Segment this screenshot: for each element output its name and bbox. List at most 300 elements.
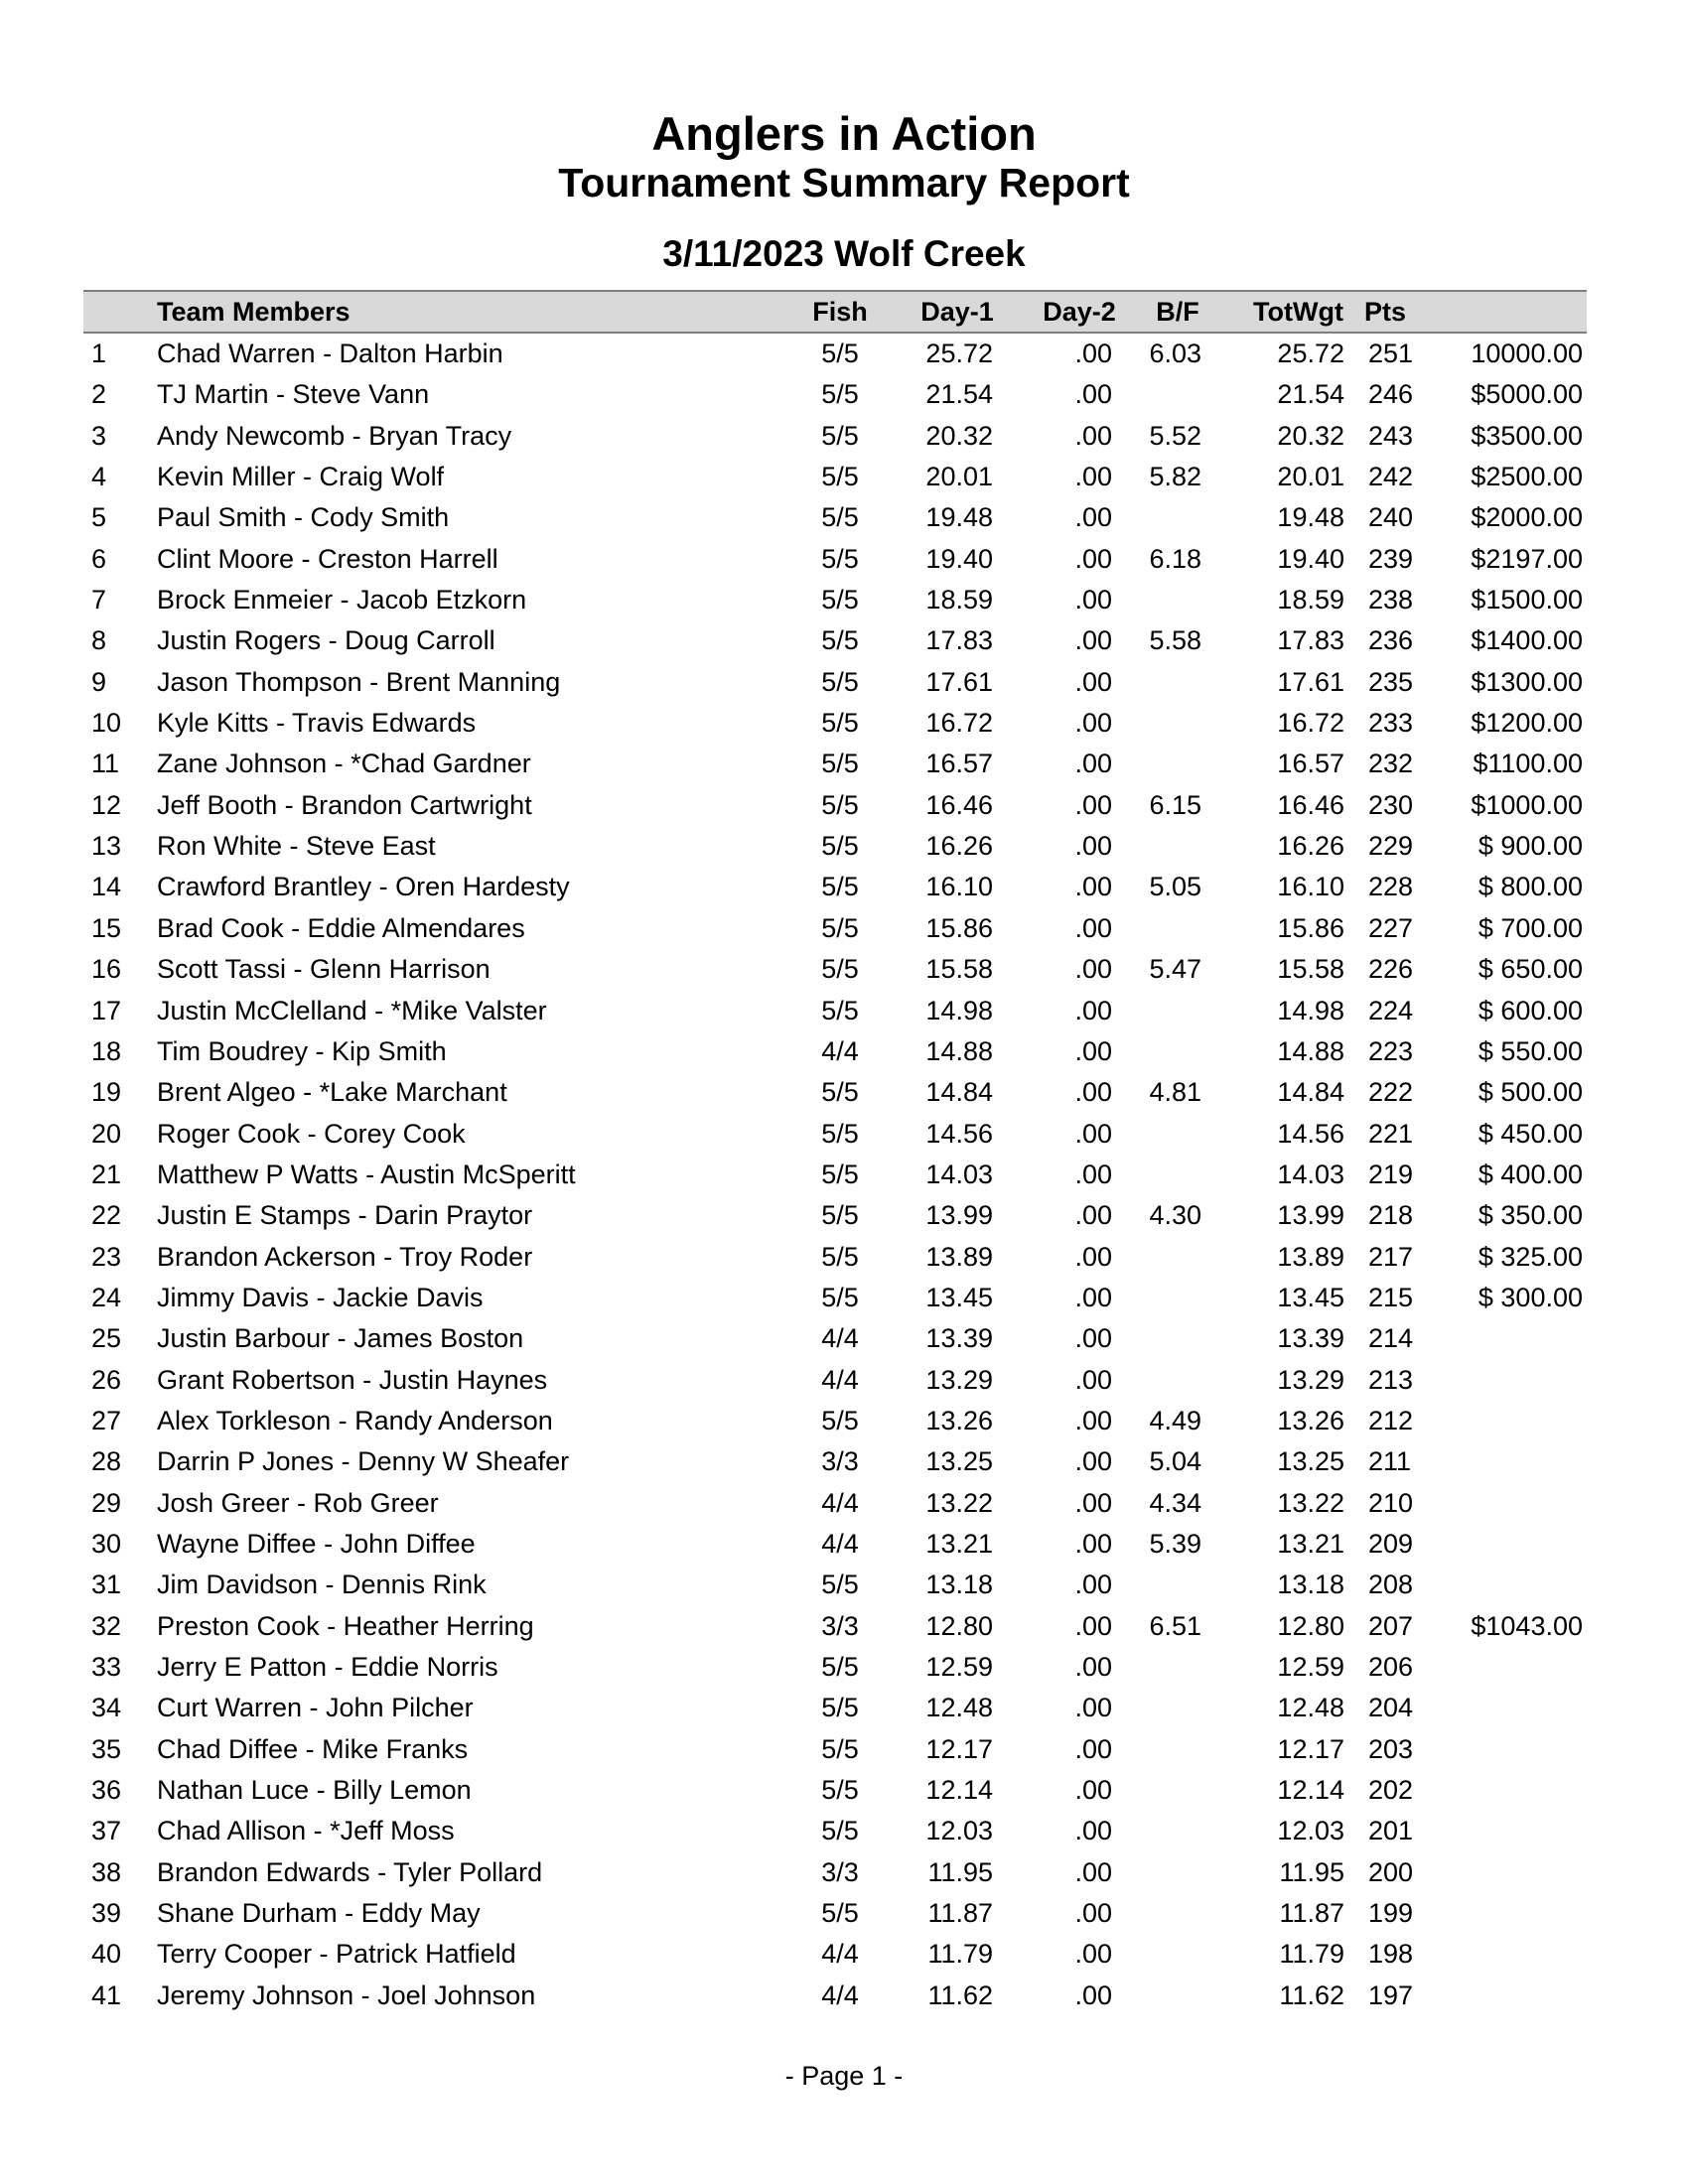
rank-cell: 1 <box>91 339 107 368</box>
payout-cell: $1000.00 <box>1471 789 1583 820</box>
payout-cell: $1043.00 <box>1471 1610 1583 1641</box>
rank-cell: 37 <box>91 1816 122 1846</box>
points-cell: 223 <box>1368 1035 1414 1066</box>
table-row <box>0 1441 1688 1482</box>
big-fish-cell: 5.47 <box>1149 954 1201 985</box>
fish-cell: 5/5 <box>821 502 859 533</box>
day2-weight-cell: .00 <box>1074 708 1112 739</box>
day1-weight-cell: 12.80 <box>925 1610 993 1641</box>
payout-cell: $1400.00 <box>1471 625 1583 656</box>
fish-cell: 4/4 <box>821 1323 859 1354</box>
column-header-day1: Day-1 <box>920 297 994 327</box>
team-members-cell: Jeff Booth - Brandon Cartwright <box>157 789 532 820</box>
total-weight-cell: 13.99 <box>1277 1200 1344 1231</box>
rank-cell: 27 <box>91 1405 122 1435</box>
fish-cell: 5/5 <box>821 339 859 368</box>
total-weight-cell: 15.58 <box>1277 954 1344 985</box>
fish-cell: 5/5 <box>821 789 859 820</box>
fish-cell: 5/5 <box>821 1241 859 1272</box>
team-members-cell: Chad Allison - *Jeff Moss <box>157 1816 455 1846</box>
table-header <box>83 290 1587 334</box>
points-cell: 199 <box>1368 1898 1414 1929</box>
day1-weight-cell: 13.25 <box>925 1446 993 1477</box>
day2-weight-cell: .00 <box>1074 1898 1112 1929</box>
payout-cell: $1200.00 <box>1471 708 1583 739</box>
points-cell: 221 <box>1368 1118 1414 1149</box>
points-cell: 217 <box>1368 1241 1414 1272</box>
day2-weight-cell: .00 <box>1074 462 1112 492</box>
points-cell: 198 <box>1368 1939 1414 1970</box>
total-weight-cell: 20.32 <box>1277 420 1344 451</box>
rank-cell: 7 <box>91 585 107 615</box>
rank-cell: 36 <box>91 1775 122 1806</box>
day1-weight-cell: 16.46 <box>925 789 993 820</box>
table-row <box>0 1278 1688 1318</box>
team-members-cell: Zane Johnson - *Chad Gardner <box>157 749 531 779</box>
day2-weight-cell: .00 <box>1074 995 1112 1025</box>
rank-cell: 24 <box>91 1282 122 1312</box>
fish-cell: 5/5 <box>821 1118 859 1149</box>
day2-weight-cell: .00 <box>1074 1775 1112 1806</box>
day2-weight-cell: .00 <box>1074 1652 1112 1682</box>
rank-cell: 19 <box>91 1077 122 1108</box>
table-row <box>0 1114 1688 1155</box>
table-row <box>0 1524 1688 1565</box>
total-weight-cell: 12.80 <box>1277 1610 1344 1641</box>
day2-weight-cell: .00 <box>1074 831 1112 862</box>
column-header-fish: Fish <box>812 297 868 327</box>
team-members-cell: Clint Moore - Creston Harrell <box>157 543 498 574</box>
fish-cell: 5/5 <box>821 1775 859 1806</box>
fish-cell: 4/4 <box>821 1979 859 2010</box>
team-members-cell: Justin Barbour - James Boston <box>157 1323 524 1354</box>
fish-cell: 5/5 <box>821 585 859 615</box>
day1-weight-cell: 25.72 <box>925 339 993 368</box>
team-members-cell: Grant Robertson - Justin Haynes <box>157 1364 548 1395</box>
total-weight-cell: 16.72 <box>1277 708 1344 739</box>
day1-weight-cell: 18.59 <box>925 585 993 615</box>
total-weight-cell: 16.57 <box>1277 749 1344 779</box>
table-row <box>0 1688 1688 1728</box>
day2-weight-cell: .00 <box>1074 1323 1112 1354</box>
day2-weight-cell: .00 <box>1074 666 1112 697</box>
payout-cell: $2197.00 <box>1471 543 1583 574</box>
total-weight-cell: 19.48 <box>1277 502 1344 533</box>
points-cell: 226 <box>1368 954 1414 985</box>
rank-cell: 32 <box>91 1610 122 1641</box>
total-weight-cell: 17.83 <box>1277 625 1344 656</box>
day1-weight-cell: 12.48 <box>925 1693 993 1723</box>
rank-cell: 10 <box>91 708 122 739</box>
total-weight-cell: 16.26 <box>1277 831 1344 862</box>
table-row <box>0 867 1688 907</box>
payout-cell: $ 350.00 <box>1477 1200 1583 1231</box>
fish-cell: 5/5 <box>821 1159 859 1189</box>
column-header-pts: Pts <box>1364 297 1407 327</box>
day1-weight-cell: 15.86 <box>925 912 993 943</box>
day2-weight-cell: .00 <box>1074 339 1112 368</box>
team-members-cell: Jeremy Johnson - Joel Johnson <box>157 1979 536 2010</box>
fish-cell: 4/4 <box>821 1939 859 1970</box>
big-fish-cell: 5.82 <box>1149 462 1201 492</box>
team-members-cell: Brock Enmeier - Jacob Etzkorn <box>157 585 527 615</box>
total-weight-cell: 12.17 <box>1277 1733 1344 1764</box>
team-members-cell: Kyle Kitts - Travis Edwards <box>157 708 477 739</box>
day1-weight-cell: 20.01 <box>925 462 993 492</box>
payout-cell: $2000.00 <box>1471 502 1583 533</box>
table-row <box>0 457 1688 497</box>
points-cell: 246 <box>1368 379 1414 410</box>
table-row <box>0 580 1688 620</box>
points-cell: 215 <box>1368 1282 1414 1312</box>
big-fish-cell: 6.18 <box>1149 543 1201 574</box>
total-weight-cell: 13.89 <box>1277 1241 1344 1272</box>
day1-weight-cell: 12.14 <box>925 1775 993 1806</box>
points-cell: 238 <box>1368 585 1414 615</box>
column-header-team: Team Members <box>157 297 351 327</box>
fish-cell: 4/4 <box>821 1035 859 1066</box>
day2-weight-cell: .00 <box>1074 1979 1112 2010</box>
table-row <box>0 1811 1688 1851</box>
team-members-cell: Chad Diffee - Mike Franks <box>157 1733 469 1764</box>
rank-cell: 3 <box>91 420 107 451</box>
day1-weight-cell: 12.59 <box>925 1652 993 1682</box>
table-row <box>0 785 1688 826</box>
team-members-cell: Kevin Miller - Craig Wolf <box>157 462 445 492</box>
table-row <box>0 1976 1688 2016</box>
total-weight-cell: 18.59 <box>1277 585 1344 615</box>
day1-weight-cell: 17.61 <box>925 666 993 697</box>
total-weight-cell: 11.79 <box>1279 1939 1344 1970</box>
total-weight-cell: 15.86 <box>1277 912 1344 943</box>
table-row <box>0 1237 1688 1278</box>
rank-cell: 20 <box>91 1118 122 1149</box>
day1-weight-cell: 11.95 <box>927 1856 993 1887</box>
table-row <box>0 949 1688 990</box>
fish-cell: 5/5 <box>821 1816 859 1846</box>
total-weight-cell: 12.03 <box>1277 1816 1344 1846</box>
fish-cell: 5/5 <box>821 1898 859 1929</box>
event-title: 3/11/2023 Wolf Creek <box>662 233 1026 274</box>
total-weight-cell: 17.61 <box>1277 666 1344 697</box>
day1-weight-cell: 19.40 <box>925 543 993 574</box>
payout-cell: $ 325.00 <box>1477 1241 1583 1272</box>
team-members-cell: Scott Tassi - Glenn Harrison <box>157 954 491 985</box>
rank-cell: 34 <box>91 1693 122 1723</box>
rank-cell: 22 <box>91 1200 122 1231</box>
day1-weight-cell: 13.99 <box>925 1200 993 1231</box>
points-cell: 211 <box>1368 1446 1412 1477</box>
table-row <box>0 991 1688 1031</box>
team-members-cell: Curt Warren - John Pilcher <box>157 1693 474 1723</box>
table-row <box>0 1934 1688 1975</box>
day2-weight-cell: .00 <box>1074 1282 1112 1312</box>
fish-cell: 5/5 <box>821 625 859 656</box>
results-table-body <box>0 334 1688 2016</box>
day1-weight-cell: 12.03 <box>925 1816 993 1846</box>
total-weight-cell: 14.88 <box>1277 1035 1344 1066</box>
team-members-cell: Josh Greer - Rob Greer <box>157 1487 439 1518</box>
rank-cell: 8 <box>91 625 107 656</box>
day2-weight-cell: .00 <box>1074 912 1112 943</box>
table-row <box>0 1606 1688 1647</box>
day1-weight-cell: 16.10 <box>925 872 993 902</box>
day2-weight-cell: .00 <box>1074 379 1112 410</box>
points-cell: 218 <box>1368 1200 1414 1231</box>
fish-cell: 5/5 <box>821 912 859 943</box>
table-row <box>0 1483 1688 1524</box>
day1-weight-cell: 17.83 <box>925 625 993 656</box>
table-row <box>0 1852 1688 1893</box>
payout-cell: $ 500.00 <box>1477 1077 1583 1108</box>
day1-weight-cell: 14.84 <box>925 1077 993 1108</box>
table-row <box>0 1770 1688 1811</box>
day1-weight-cell: 13.39 <box>925 1323 993 1354</box>
points-cell: 208 <box>1368 1570 1414 1600</box>
payout-cell: $ 400.00 <box>1477 1159 1583 1189</box>
payout-cell: $5000.00 <box>1471 379 1583 410</box>
day1-weight-cell: 21.54 <box>925 379 993 410</box>
fish-cell: 5/5 <box>821 1693 859 1723</box>
payout-cell: $1500.00 <box>1471 585 1583 615</box>
total-weight-cell: 14.98 <box>1277 995 1344 1025</box>
day2-weight-cell: .00 <box>1074 1528 1112 1559</box>
team-members-cell: Justin Rogers - Doug Carroll <box>157 625 495 656</box>
total-weight-cell: 14.84 <box>1277 1077 1344 1108</box>
points-cell: 210 <box>1368 1487 1414 1518</box>
total-weight-cell: 13.18 <box>1277 1570 1344 1600</box>
day1-weight-cell: 13.18 <box>925 1570 993 1600</box>
team-members-cell: Alex Torkleson - Randy Anderson <box>157 1405 553 1435</box>
big-fish-cell: 5.52 <box>1149 420 1201 451</box>
payout-cell: $ 550.00 <box>1477 1035 1583 1066</box>
table-row <box>0 1729 1688 1770</box>
day1-weight-cell: 12.17 <box>925 1733 993 1764</box>
rank-cell: 9 <box>91 666 107 697</box>
big-fish-cell: 5.04 <box>1149 1446 1201 1477</box>
day2-weight-cell: .00 <box>1074 420 1112 451</box>
day2-weight-cell: .00 <box>1074 1856 1112 1887</box>
total-weight-cell: 14.03 <box>1277 1159 1344 1189</box>
fish-cell: 5/5 <box>821 708 859 739</box>
total-weight-cell: 12.48 <box>1277 1693 1344 1723</box>
day1-weight-cell: 14.88 <box>925 1035 993 1066</box>
fish-cell: 5/5 <box>821 954 859 985</box>
day1-weight-cell: 20.32 <box>925 420 993 451</box>
day1-weight-cell: 16.72 <box>925 708 993 739</box>
team-members-cell: Crawford Brantley - Oren Hardesty <box>157 872 570 902</box>
team-members-cell: Roger Cook - Corey Cook <box>157 1118 466 1149</box>
points-cell: 224 <box>1368 995 1414 1025</box>
day1-weight-cell: 16.57 <box>925 749 993 779</box>
day2-weight-cell: .00 <box>1074 789 1112 820</box>
team-members-cell: Brandon Ackerson - Troy Roder <box>157 1241 533 1272</box>
day2-weight-cell: .00 <box>1074 954 1112 985</box>
rank-cell: 40 <box>91 1939 122 1970</box>
team-members-cell: Nathan Luce - Billy Lemon <box>157 1775 472 1806</box>
total-weight-cell: 25.72 <box>1277 339 1344 368</box>
day1-weight-cell: 11.87 <box>927 1898 993 1929</box>
big-fish-cell: 6.51 <box>1149 1610 1201 1641</box>
rank-cell: 2 <box>91 379 107 410</box>
table-row <box>0 1031 1688 1072</box>
day2-weight-cell: .00 <box>1074 1118 1112 1149</box>
payout-cell: $1300.00 <box>1471 666 1583 697</box>
points-cell: 236 <box>1368 625 1414 656</box>
big-fish-cell: 6.03 <box>1149 339 1201 368</box>
column-header-day2: Day-2 <box>1043 297 1116 327</box>
big-fish-cell: 6.15 <box>1149 789 1201 820</box>
fish-cell: 5/5 <box>821 543 859 574</box>
big-fish-cell: 5.39 <box>1149 1528 1201 1559</box>
points-cell: 206 <box>1368 1652 1414 1682</box>
day2-weight-cell: .00 <box>1074 1159 1112 1189</box>
payout-cell: $ 700.00 <box>1477 912 1583 943</box>
day1-weight-cell: 14.56 <box>925 1118 993 1149</box>
payout-cell: $ 600.00 <box>1477 995 1583 1025</box>
total-weight-cell: 12.14 <box>1277 1775 1344 1806</box>
total-weight-cell: 13.22 <box>1277 1487 1344 1518</box>
total-weight-cell: 16.10 <box>1277 872 1344 902</box>
points-cell: 235 <box>1368 666 1414 697</box>
points-cell: 219 <box>1368 1159 1414 1189</box>
day2-weight-cell: .00 <box>1074 1816 1112 1846</box>
payout-cell: $ 300.00 <box>1477 1282 1583 1312</box>
table-row <box>0 744 1688 784</box>
team-members-cell: Chad Warren - Dalton Harbin <box>157 339 503 368</box>
table-row <box>0 703 1688 744</box>
rank-cell: 5 <box>91 502 107 533</box>
team-members-cell: Brent Algeo - *Lake Marchant <box>157 1077 507 1108</box>
rank-cell: 28 <box>91 1446 122 1477</box>
team-members-cell: Ron White - Steve East <box>157 831 436 862</box>
team-members-cell: Brandon Edwards - Tyler Pollard <box>157 1856 543 1887</box>
day2-weight-cell: .00 <box>1074 1405 1112 1435</box>
table-row <box>0 334 1688 374</box>
big-fish-cell: 4.81 <box>1149 1077 1201 1108</box>
rank-cell: 14 <box>91 872 122 902</box>
day2-weight-cell: .00 <box>1074 1241 1112 1272</box>
fish-cell: 5/5 <box>821 1077 859 1108</box>
day2-weight-cell: .00 <box>1074 1939 1112 1970</box>
fish-cell: 4/4 <box>821 1364 859 1395</box>
rank-cell: 35 <box>91 1733 122 1764</box>
day2-weight-cell: .00 <box>1074 872 1112 902</box>
rank-cell: 17 <box>91 995 122 1025</box>
fish-cell: 4/4 <box>821 1528 859 1559</box>
points-cell: 204 <box>1368 1693 1414 1723</box>
table-row <box>0 1195 1688 1236</box>
table-row <box>0 908 1688 949</box>
fish-cell: 5/5 <box>821 420 859 451</box>
day1-weight-cell: 13.45 <box>925 1282 993 1312</box>
day1-weight-cell: 13.89 <box>925 1241 993 1272</box>
day2-weight-cell: .00 <box>1074 749 1112 779</box>
payout-cell: $ 450.00 <box>1477 1118 1583 1149</box>
points-cell: 197 <box>1368 1979 1414 2010</box>
big-fish-cell: 4.34 <box>1149 1487 1201 1518</box>
table-row <box>0 1647 1688 1688</box>
big-fish-cell: 4.49 <box>1149 1405 1201 1435</box>
points-cell: 207 <box>1368 1610 1414 1641</box>
team-members-cell: Terry Cooper - Patrick Hatfield <box>157 1939 516 1970</box>
total-weight-cell: 13.26 <box>1277 1405 1344 1435</box>
team-members-cell: Justin E Stamps - Darin Praytor <box>157 1200 533 1231</box>
rank-cell: 13 <box>91 831 122 862</box>
fish-cell: 5/5 <box>821 1570 859 1600</box>
points-cell: 232 <box>1368 749 1414 779</box>
rank-cell: 23 <box>91 1241 122 1272</box>
day2-weight-cell: .00 <box>1074 502 1112 533</box>
payout-cell: $ 650.00 <box>1477 954 1583 985</box>
team-members-cell: Wayne Diffee - John Diffee <box>157 1528 476 1559</box>
rank-cell: 25 <box>91 1323 122 1354</box>
fish-cell: 3/3 <box>821 1446 859 1477</box>
fish-cell: 5/5 <box>821 1405 859 1435</box>
table-row <box>0 1565 1688 1605</box>
rank-cell: 38 <box>91 1856 122 1887</box>
big-fish-cell: 4.30 <box>1149 1200 1201 1231</box>
rank-cell: 21 <box>91 1159 122 1189</box>
report-subtitle: Tournament Summary Report <box>558 160 1130 205</box>
team-members-cell: Jimmy Davis - Jackie Davis <box>157 1282 484 1312</box>
fish-cell: 5/5 <box>821 1652 859 1682</box>
payout-cell: $ 900.00 <box>1477 831 1583 862</box>
fish-cell: 5/5 <box>821 872 859 902</box>
big-fish-cell: 5.58 <box>1149 625 1201 656</box>
fish-cell: 5/5 <box>821 1200 859 1231</box>
rank-cell: 30 <box>91 1528 122 1559</box>
points-cell: 214 <box>1368 1323 1414 1354</box>
table-row <box>0 826 1688 867</box>
team-members-cell: TJ Martin - Steve Vann <box>157 379 430 410</box>
rank-cell: 29 <box>91 1487 122 1518</box>
points-cell: 200 <box>1368 1856 1414 1887</box>
day1-weight-cell: 13.22 <box>925 1487 993 1518</box>
day2-weight-cell: .00 <box>1074 1077 1112 1108</box>
fish-cell: 5/5 <box>821 379 859 410</box>
fish-cell: 4/4 <box>821 1487 859 1518</box>
payout-cell: 10000.00 <box>1471 339 1583 368</box>
table-row <box>0 1155 1688 1195</box>
rank-cell: 12 <box>91 789 122 820</box>
total-weight-cell: 13.21 <box>1277 1528 1344 1559</box>
payout-cell: $1100.00 <box>1473 749 1583 779</box>
team-members-cell: Jim Davidson - Dennis Rink <box>157 1570 487 1600</box>
table-row <box>0 1318 1688 1359</box>
points-cell: 239 <box>1368 543 1414 574</box>
points-cell: 202 <box>1368 1775 1414 1806</box>
fish-cell: 5/5 <box>821 462 859 492</box>
day1-weight-cell: 11.62 <box>927 1979 993 2010</box>
total-weight-cell: 13.39 <box>1277 1323 1344 1354</box>
day2-weight-cell: .00 <box>1074 1035 1112 1066</box>
total-weight-cell: 21.54 <box>1277 379 1344 410</box>
table-row <box>0 374 1688 415</box>
team-members-cell: Jason Thompson - Brent Manning <box>157 666 561 697</box>
total-weight-cell: 13.29 <box>1277 1364 1344 1395</box>
rank-cell: 31 <box>91 1570 122 1600</box>
payout-cell: $3500.00 <box>1471 420 1583 451</box>
rank-cell: 33 <box>91 1652 122 1682</box>
payout-cell: $2500.00 <box>1471 462 1583 492</box>
table-row <box>0 497 1688 538</box>
column-header-bf: B/F <box>1156 297 1199 327</box>
day2-weight-cell: .00 <box>1074 1200 1112 1231</box>
total-weight-cell: 11.87 <box>1279 1898 1344 1929</box>
page-number: - Page 1 - <box>784 2061 904 2091</box>
rank-cell: 15 <box>91 912 122 943</box>
